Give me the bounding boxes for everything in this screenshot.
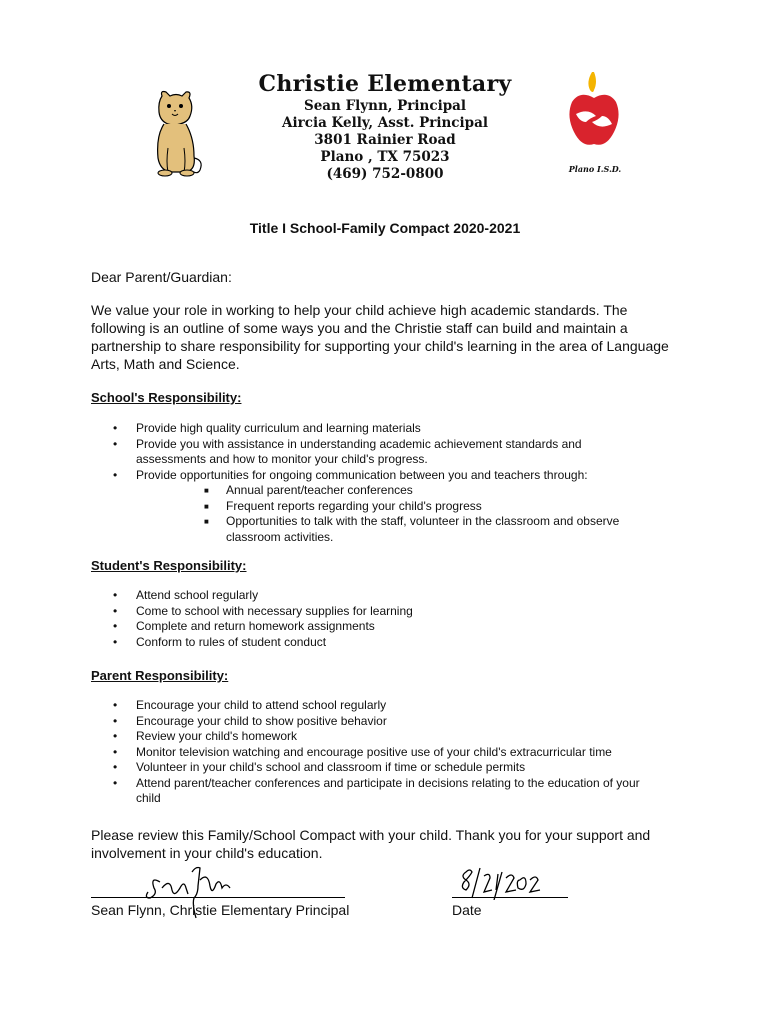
list-item: • Attend school regularly xyxy=(113,588,259,602)
document-title: Title I School-Family Compact 2020-2021 xyxy=(249,220,521,236)
student-responsibility-heading: Student's Responsibility: xyxy=(91,558,247,573)
principal-name-label: Sean Flynn, Christie Elementary Principal xyxy=(91,902,350,918)
list-item: • Encourage your child to attend school regularly xyxy=(113,698,387,712)
asst-principal-line: Aircia Kelly, Asst. Principal xyxy=(282,115,488,131)
intro-line: following is an outline of some ways you and the Christie staff can build and maintain a xyxy=(91,320,628,336)
list-item: • Attend parent/teacher conferences and participate in decisions relating to the education of your child xyxy=(113,775,640,805)
list-item: • Encourage your child to show positive behavior xyxy=(113,713,387,728)
principal-line: Sean Flynn, Principal xyxy=(303,98,467,114)
plano-isd-logo xyxy=(566,68,622,154)
parent-responsibility-heading: Parent Responsibility: xyxy=(91,668,229,683)
lion-mascot-image xyxy=(140,88,212,178)
school-name: Christie Elementary xyxy=(258,71,512,97)
sub-list-item: ■ Annual parent/teacher conferences xyxy=(204,483,413,497)
list-item: • Monitor television watching and encourage positive use of your child's extracurricular time xyxy=(113,744,612,759)
intro-line: partnership to share responsibility for supporting your child's learning in the area of Language xyxy=(91,338,669,354)
handwritten-date xyxy=(458,866,548,900)
sub-list-item: ■ Frequent reports regarding your child's progress xyxy=(204,498,482,513)
list-item: • Review your child's homework xyxy=(113,729,298,743)
district-label: Plano I.S.D. xyxy=(568,164,622,174)
phone-line: (469) 752-0800 xyxy=(326,166,444,182)
list-item: • Complete and return homework assignments xyxy=(113,619,375,633)
signature-line xyxy=(91,897,345,898)
date-line xyxy=(452,897,568,898)
list-item: • Conform to rules of student conduct xyxy=(113,634,327,649)
date-label: Date xyxy=(452,902,482,918)
list-item: • Provide you with assistance in understanding academic achievement standards and assessments and how to monitor your child's progress. xyxy=(113,436,582,466)
student-responsibility-list xyxy=(113,588,413,650)
closing-paragraph xyxy=(91,826,650,862)
city-line: Plano , TX 75023 xyxy=(320,149,450,165)
greeting: Dear Parent/Guardian: xyxy=(91,269,232,285)
list-item: • Provide opportunities for ongoing communication between you and teachers through: ■ Annual parent/teacher conferences ■ Frequent reports regarding your child's progress ■ Opportunities to talk with the staff, volunteer in the classroom and observe classroom activities. xyxy=(113,467,620,544)
intro-line: We value your role in working to help your child achieve high academic standards. The xyxy=(91,302,628,318)
list-item: • Provide high quality curriculum and learning materials xyxy=(113,421,421,435)
list-item: • Volunteer in your child's school and classroom if time or schedule permits xyxy=(113,760,526,774)
closing-line: Please review this Family/School Compact with your child. Thank you for your support and xyxy=(91,827,651,843)
communication-sublist xyxy=(136,483,619,545)
parent-responsibility-list xyxy=(113,698,640,807)
intro-line: Arts, Math and Science. xyxy=(91,356,240,372)
sub-list-item: ■ Opportunities to talk with the staff, volunteer in the classroom and observe classroom activities. xyxy=(204,514,620,544)
list-item: • Come to school with necessary supplies for learning xyxy=(113,603,413,618)
school-responsibility-list xyxy=(113,421,619,545)
intro-paragraph xyxy=(91,301,669,373)
address-line: 3801 Rainier Road xyxy=(314,132,456,148)
closing-line: involvement in your child's education. xyxy=(91,845,323,861)
school-responsibility-heading: School's Responsibility: xyxy=(91,390,242,405)
